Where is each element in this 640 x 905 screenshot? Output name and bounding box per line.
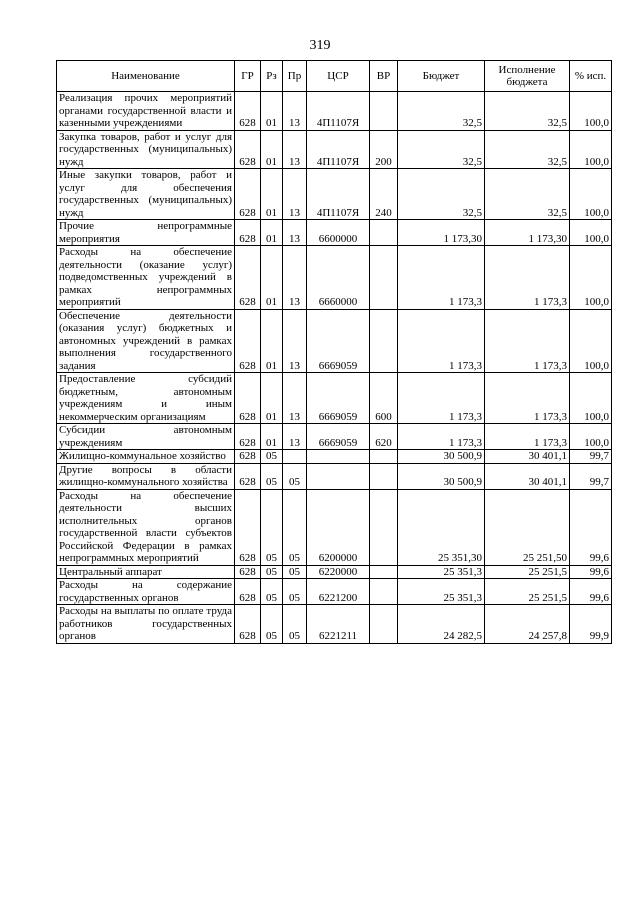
row-csr: 6221200 [307, 579, 370, 605]
row-csr [307, 463, 370, 489]
row-percent: 100,0 [570, 424, 612, 450]
row-execution: 25 251,50 [485, 489, 570, 565]
row-budget: 32,5 [398, 130, 485, 169]
row-percent: 100,0 [570, 92, 612, 131]
header-gr: ГР [235, 61, 261, 92]
row-vr [370, 579, 398, 605]
row-pr: 13 [283, 169, 307, 220]
row-name: Центральный аппарат [57, 565, 235, 579]
row-execution: 32,5 [485, 92, 570, 131]
row-rz: 01 [261, 373, 283, 424]
row-budget: 1 173,30 [398, 220, 485, 246]
row-csr: 6600000 [307, 220, 370, 246]
row-csr: 6221211 [307, 605, 370, 644]
row-execution: 1 173,3 [485, 246, 570, 310]
row-pr [283, 450, 307, 464]
row-vr [370, 565, 398, 579]
row-budget: 32,5 [398, 169, 485, 220]
row-name: Реализация прочих мероприятий органами государственной власти и казенными учреждениями [57, 92, 235, 131]
row-execution: 1 173,3 [485, 309, 570, 373]
row-csr: 6669059 [307, 309, 370, 373]
row-execution: 1 173,3 [485, 373, 570, 424]
row-budget: 25 351,3 [398, 565, 485, 579]
table-row [57, 220, 612, 246]
row-rz: 01 [261, 92, 283, 131]
row-rz: 05 [261, 463, 283, 489]
row-rz: 01 [261, 220, 283, 246]
row-gr: 628 [235, 424, 261, 450]
row-csr: 6660000 [307, 246, 370, 310]
row-execution: 30 401,1 [485, 463, 570, 489]
header-vr: ВР [370, 61, 398, 92]
row-vr [370, 605, 398, 644]
row-vr: 620 [370, 424, 398, 450]
row-gr: 628 [235, 463, 261, 489]
header-execution: Исполнение бюджета [485, 61, 570, 92]
table-row [57, 92, 612, 131]
row-budget: 25 351,3 [398, 579, 485, 605]
row-budget: 30 500,9 [398, 463, 485, 489]
table-header-row [57, 61, 612, 92]
table-row [57, 130, 612, 169]
row-rz: 01 [261, 424, 283, 450]
row-pr: 05 [283, 565, 307, 579]
header-rz: Рз [261, 61, 283, 92]
row-rz: 05 [261, 565, 283, 579]
row-percent: 99,6 [570, 565, 612, 579]
row-percent: 99,9 [570, 605, 612, 644]
table-row [57, 169, 612, 220]
row-pr: 13 [283, 424, 307, 450]
row-percent: 100,0 [570, 309, 612, 373]
row-rz: 05 [261, 579, 283, 605]
row-pr: 05 [283, 463, 307, 489]
row-percent: 99,6 [570, 489, 612, 565]
row-percent: 100,0 [570, 169, 612, 220]
row-pr: 13 [283, 373, 307, 424]
row-execution: 1 173,3 [485, 424, 570, 450]
row-execution: 25 251,5 [485, 565, 570, 579]
row-gr: 628 [235, 450, 261, 464]
row-budget: 24 282,5 [398, 605, 485, 644]
table-row [57, 450, 612, 464]
row-budget: 25 351,30 [398, 489, 485, 565]
row-vr: 200 [370, 130, 398, 169]
row-vr [370, 463, 398, 489]
row-pr: 13 [283, 246, 307, 310]
header-name: Наименование [57, 61, 235, 92]
budget-table [56, 60, 612, 644]
row-rz: 01 [261, 246, 283, 310]
row-execution: 1 173,30 [485, 220, 570, 246]
row-gr: 628 [235, 579, 261, 605]
table-body [57, 92, 612, 644]
table-row [57, 565, 612, 579]
row-name: Расходы на выплаты по оплате труда работников государственных органов [57, 605, 235, 644]
row-pr: 13 [283, 92, 307, 131]
row-gr: 628 [235, 309, 261, 373]
row-pr: 05 [283, 489, 307, 565]
row-vr [370, 220, 398, 246]
header-percent: % исп. [570, 61, 612, 92]
row-pr: 13 [283, 220, 307, 246]
row-gr: 628 [235, 565, 261, 579]
row-budget: 1 173,3 [398, 424, 485, 450]
row-execution: 24 257,8 [485, 605, 570, 644]
table-row [57, 309, 612, 373]
header-pr: Пр [283, 61, 307, 92]
table-row [57, 424, 612, 450]
row-name: Расходы на обеспечение деятельности (оказание услуг) подведомственных учреждений в рамках непрограммных мероприятий [57, 246, 235, 310]
header-csr: ЦСР [307, 61, 370, 92]
row-vr [370, 450, 398, 464]
row-budget: 1 173,3 [398, 309, 485, 373]
row-gr: 628 [235, 92, 261, 131]
table-row [57, 246, 612, 310]
row-name: Иные закупки товаров, работ и услуг для обеспечения государственных (муниципальных) нужд [57, 169, 235, 220]
row-budget: 32,5 [398, 92, 485, 131]
row-gr: 628 [235, 130, 261, 169]
row-csr: 6669059 [307, 424, 370, 450]
row-name: Обеспечение деятельности (оказания услуг) бюджетных и автономных учреждений в рамках выполнения государственного задания [57, 309, 235, 373]
row-name: Расходы на содержание государственных органов [57, 579, 235, 605]
row-pr: 13 [283, 309, 307, 373]
row-name: Другие вопросы в области жилищно-коммунального хозяйства [57, 463, 235, 489]
table-row [57, 463, 612, 489]
table-row [57, 579, 612, 605]
row-pr: 13 [283, 130, 307, 169]
row-name: Прочие непрограммные мероприятия [57, 220, 235, 246]
row-vr [370, 92, 398, 131]
row-percent: 100,0 [570, 220, 612, 246]
table-row [57, 489, 612, 565]
row-csr: 6220000 [307, 565, 370, 579]
row-pr: 05 [283, 605, 307, 644]
row-gr: 628 [235, 246, 261, 310]
row-vr [370, 309, 398, 373]
row-name: Закупка товаров, работ и услуг для государственных (муниципальных) нужд [57, 130, 235, 169]
table-row [57, 373, 612, 424]
row-budget: 1 173,3 [398, 373, 485, 424]
row-percent: 99,7 [570, 450, 612, 464]
header-budget: Бюджет [398, 61, 485, 92]
row-csr: 6200000 [307, 489, 370, 565]
row-name: Расходы на обеспечение деятельности высших исполнительных органов государственной власти субъектов Российской Федерации в рамках непрограммных мероприятий [57, 489, 235, 565]
row-budget: 1 173,3 [398, 246, 485, 310]
row-pr: 05 [283, 579, 307, 605]
row-percent: 99,6 [570, 579, 612, 605]
page-number: 319 [309, 38, 331, 53]
row-gr: 628 [235, 605, 261, 644]
row-vr [370, 246, 398, 310]
row-rz: 05 [261, 450, 283, 464]
row-gr: 628 [235, 489, 261, 565]
row-vr [370, 489, 398, 565]
row-rz: 05 [261, 489, 283, 565]
row-budget: 30 500,9 [398, 450, 485, 464]
row-csr: 4П1107Я [307, 169, 370, 220]
row-execution: 32,5 [485, 130, 570, 169]
row-rz: 01 [261, 309, 283, 373]
row-rz: 05 [261, 605, 283, 644]
row-rz: 01 [261, 130, 283, 169]
row-percent: 99,7 [570, 463, 612, 489]
row-csr: 6669059 [307, 373, 370, 424]
row-rz: 01 [261, 169, 283, 220]
row-gr: 628 [235, 169, 261, 220]
table-row [57, 605, 612, 644]
row-csr: 4П1107Я [307, 92, 370, 131]
row-name: Субсидии автономным учреждениям [57, 424, 235, 450]
row-name: Предоставление субсидий бюджетным, автономным учреждениям и иным некоммерческим организациям [57, 373, 235, 424]
row-percent: 100,0 [570, 373, 612, 424]
row-name: Жилищно-коммунальное хозяйство [57, 450, 235, 464]
row-execution: 30 401,1 [485, 450, 570, 464]
row-percent: 100,0 [570, 130, 612, 169]
row-gr: 628 [235, 220, 261, 246]
row-percent: 100,0 [570, 246, 612, 310]
row-execution: 32,5 [485, 169, 570, 220]
row-vr: 600 [370, 373, 398, 424]
row-csr: 4П1107Я [307, 130, 370, 169]
row-csr [307, 450, 370, 464]
row-execution: 25 251,5 [485, 579, 570, 605]
row-vr: 240 [370, 169, 398, 220]
row-gr: 628 [235, 373, 261, 424]
